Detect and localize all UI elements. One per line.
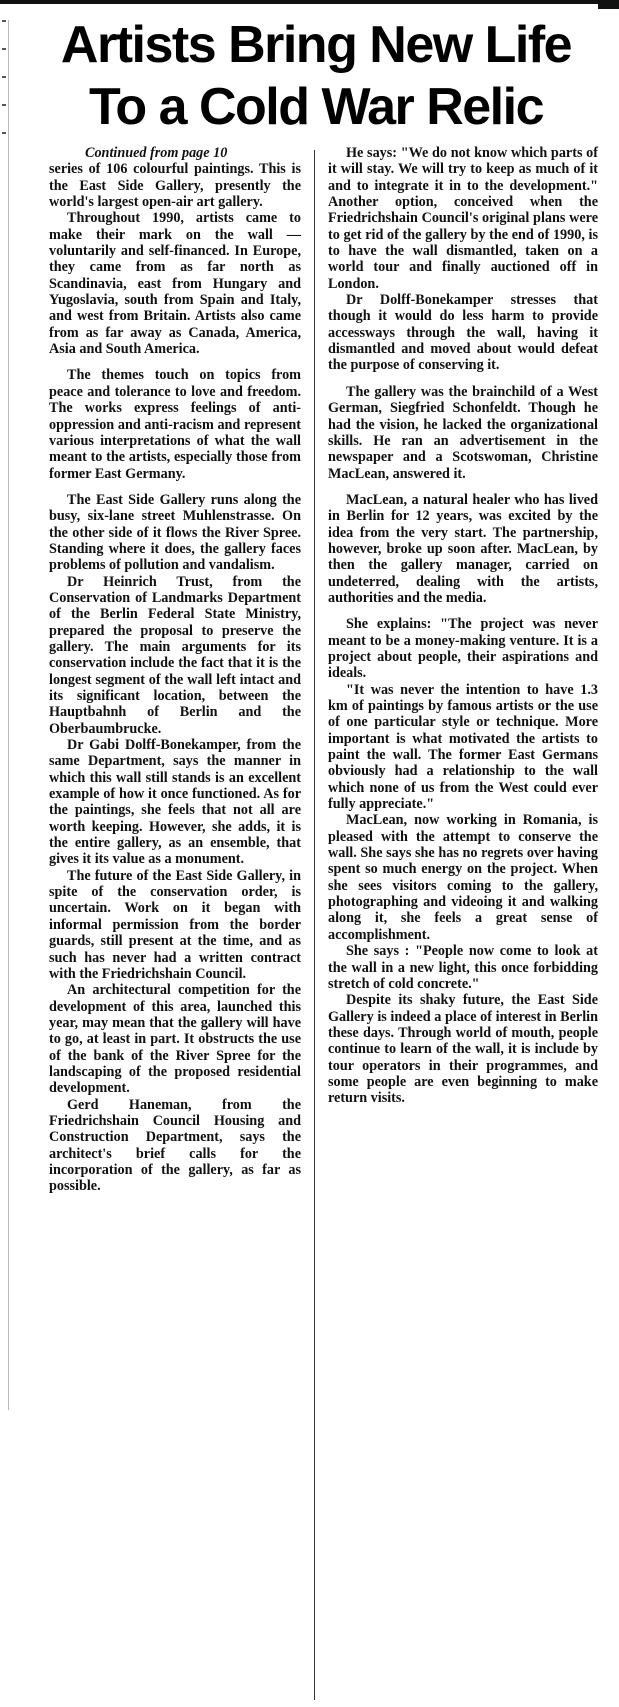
paragraph: Throughout 1990, artists came to make their mark on the wall — voluntarily and self-financed. In Europe, they came from as far north as Scandinavia, east from Hungary and Yugoslavia, south from Spain and Italy, and west from Britain. Artists also came from as far away as Canada, America, Asia and South America.: [49, 210, 301, 358]
paragraph: The gallery was the brainchild of a West German, Siegfried Schonfeldt. Though he had the vision, he lacked the organizational skills. He ran an advertisement in the newspaper and a Scotswoman, Christine MacLean, answered it.: [328, 383, 598, 482]
paragraph: Despite its shaky future, the East Side Gallery is indeed a place of interest in Berlin these days. Through world of mouth, people continue to learn of the wall, it is include by tour operators in their programmes, and some people are even beginning to make return visits.: [328, 992, 598, 1107]
paragraph: Dr Gabi Dolff-Bonekamper, from the same Department, says the manner in which this wall still stands is an excellent example of how it once functioned. As for the paintings, she feels that not all are worth keeping. However, she adds, it is the entire gallery, as an ensemble, that gives it its value as a monument.: [49, 737, 301, 868]
paragraph: The themes touch on topics from peace and tolerance to love and freedom. The works express feelings of anti-oppression and anti-racism and represent various interpretations of what the wall meant to the artists, especially those from former East Germany.: [49, 367, 301, 482]
article-column-right: [328, 145, 598, 1705]
column-divider: [314, 150, 315, 1700]
top-rule: [0, 0, 619, 4]
paragraph: The future of the East Side Gallery, in spite of the conservation order, is uncertain. Work on it began with informal permission from the border guards, still present at the time, and as such has never had a written contract with the Friedrichshain Council.: [49, 867, 301, 982]
paragraph: An architectural competition for the development of this area, launched this year, may mean that the gallery will have to go, at least in part. It obstructs the use of the bank of the River Spree for the landscaping of the proposed residential development.: [49, 982, 301, 1097]
paragraph: series of 106 colourful paintings. This is the East Side Gallery, presently the world's largest open-air art gallery.: [49, 161, 301, 211]
headline-line-2: To a Cold War Relic: [89, 78, 543, 136]
article-column-left: [49, 145, 301, 1705]
headline: [16, 14, 616, 138]
continued-from-note: Continued from page 10: [85, 145, 228, 161]
paragraph: The East Side Gallery runs along the busy, six-lane street Muhlenstrasse. On the other side of it flows the River Spree. Standing where it does, the gallery faces problems of pollution and vandalism.: [49, 491, 301, 574]
paragraph: Dr Dolff-Bonekamper stresses that though it would do less harm to provide accessways through the wall, having it dismantled and moved about would defeat the purpose of conserving it.: [328, 292, 598, 374]
headline-line-1: Artists Bring New Life: [60, 16, 572, 74]
paragraph: He says: "We do not know which parts of it will stay. We will try to keep as much of it and to integrate it in to the development." Another option, conceived when the Friedrichshain Council's original plans were to get rid of the gallery by the end of 1990, is to have the wall dismantled, taken on a world tour and finally auctioned off in London.: [328, 145, 598, 292]
adjacent-column-edge: [0, 20, 9, 1410]
paragraph: She explains: "The project was never meant to be a money-making venture. It is a project about people, their aspirations and ideals.: [328, 616, 598, 682]
top-rule-corner: [598, 0, 619, 9]
paragraph: Gerd Haneman, from the Friedrichshain Council Housing and Construction Department, says the architect's brief calls for the incorporation of the gallery, as far as possible.: [49, 1096, 301, 1195]
paragraph: She says : "People now come to look at the wall in a new light, this once forbidding stretch of cold concrete.": [328, 943, 598, 992]
paragraph: "It was never the intention to have 1.3 km of paintings by famous artists or the use of one particular style or technique. More important is what motivated the artists to paint the wall. The former East Germans obviously had a relationship to the wall which none of us from the West could ever fully appreciate.": [328, 681, 598, 813]
paragraph: Dr Heinrich Trust, from the Conservation of Landmarks Department of the Berlin Federal State Ministry, prepared the proposal to preserve the gallery. The main arguments for its conservation include the fact that it is the longest segment of the wall left intact and its significant location, between the Hauptbahnh of Berlin and the Oberbaumbrucke.: [49, 573, 301, 737]
paragraph: MacLean, a natural healer who has lived in Berlin for 12 years, was excited by the idea from the very start. The partnership, however, broke up soon after. MacLean, by then the gallery manager, carried on undeterred, dealing with the artists, authorities and the media.: [328, 491, 598, 606]
paragraph: MacLean, now working in Romania, is pleased with the attempt to conserve the wall. She says she has no regrets over having spent so much energy on the project. When she sees visitors coming to the gallery, photographing and videoing it and walking along it, she feels a great sense of accomplishment.: [328, 812, 598, 943]
